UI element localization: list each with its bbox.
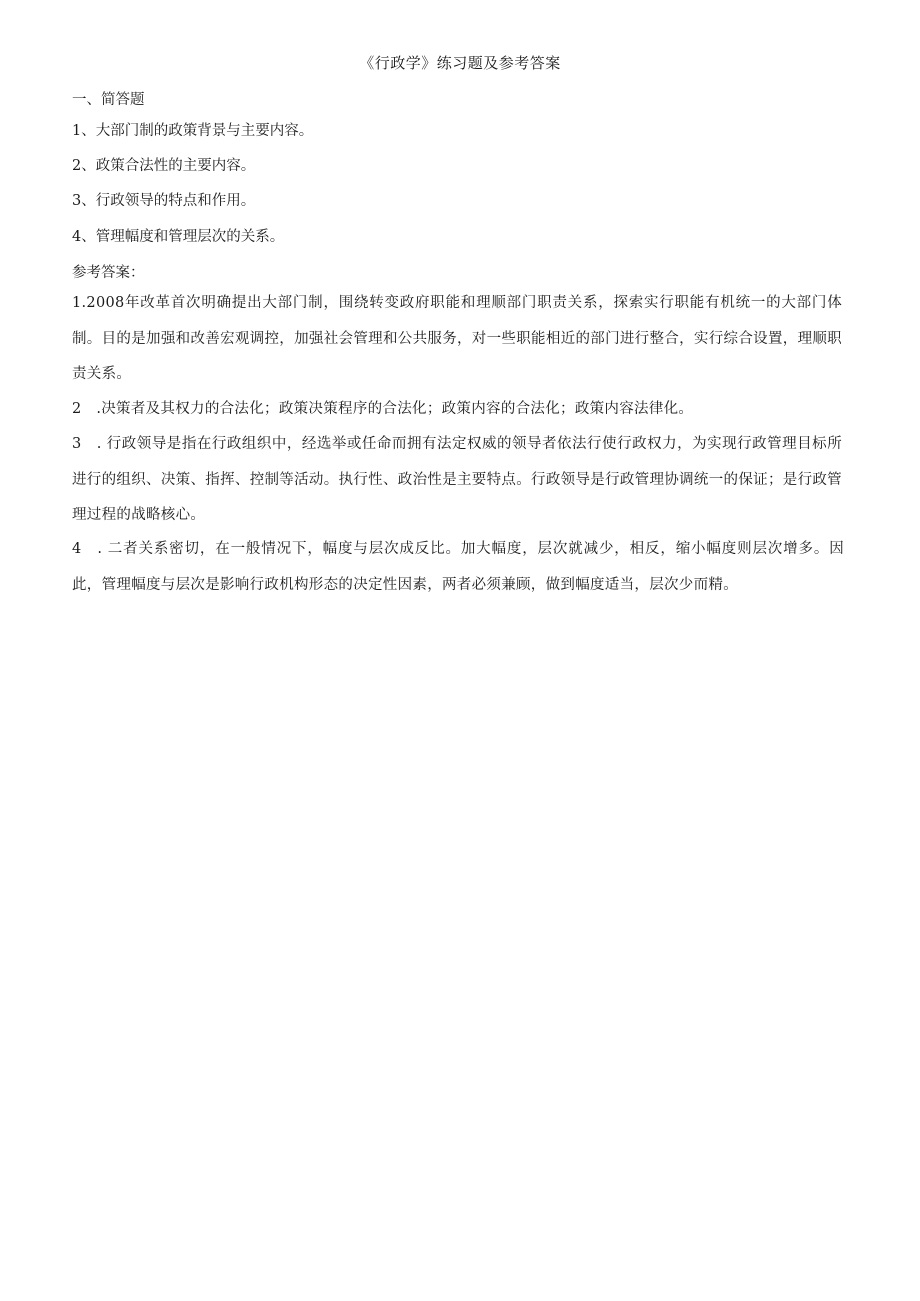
- question-1: 1、大部门制的政策背景与主要内容。: [72, 123, 314, 139]
- section-heading: 一、简答题: [72, 92, 145, 108]
- answer-3: 3 . 行政领导是指在行政组织中，经选举或任命而拥有法定权威的领导者依法行使行政权力，为实现行政管理目标所进行的组织、决策、指挥、控制等活动。执行性、政治性是主要特点。行政领导是行政管理协调统一的保证；是行政管理过程的战略核心。: [72, 436, 842, 523]
- document-title: 《行政学》练习题及参考答案: [359, 54, 561, 72]
- answer-4: 4 . 二者关系密切，在一般情况下，幅度与层次成反比。加大幅度，层次就减少，相反，缩小幅度则层次增多。因此，管理幅度与层次是影响行政机构形态的决定性因素，两者必须兼顾，做到幅度适当，层次少而精。: [72, 541, 844, 593]
- question-2: 2、政策合法性的主要内容。: [72, 158, 256, 174]
- answer-1: 1.2008年改革首次明确提出大部门制，围绕转变政府职能和理顺部门职责关系，探索实行职能有机统一的大部门体制。目的是加强和改善宏观调控，加强社会管理和公共服务，对一些职能相近的部门进行整合，实行综合设置，理顺职责关系。: [72, 295, 842, 382]
- question-3: 3、行政领导的特点和作用。: [72, 193, 256, 209]
- answer-2: 2 .决策者及其权力的合法化；政策决策程序的合法化；政策内容的合法化；政策内容法律化。: [72, 401, 694, 417]
- question-4: 4、管理幅度和管理层次的关系。: [72, 229, 285, 245]
- answers-heading: 参考答案：: [72, 265, 145, 281]
